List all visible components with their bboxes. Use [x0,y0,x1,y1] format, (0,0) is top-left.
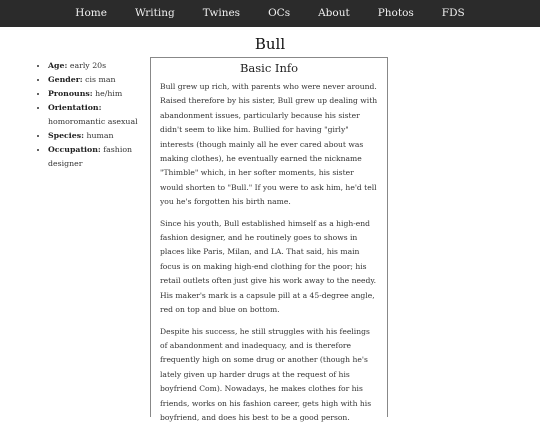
fact-orientation [48,101,154,129]
basic-info-paragraph: Bull grew up rich, with parents who were never around. Raised therefore by his sister, Bull grew up dealing with abandonment issues, particularly because his sister didn't seem to like him. Bullied for having "girly" interests (though mainly all he ever cared about was making clothes), he eventually earned the nickname "Thimble" which, in her softer moments, his sister would shorten to "Bull." If you were to ask him, he'd tell you he's forgotten his birth name. [160,80,379,210]
page-title: Bull [0,35,540,53]
character-facts-list [34,59,154,171]
fact-label: Orientation: [48,103,101,112]
basic-info-paragraph: Since his youth, Bull established himself as a high-end fashion designer, and he routinely goes to shows in places like Paris, Milan, and LA. That said, his main focus is on making high-end clothing for the poor; his retail outlets often just give his work away to the needy. His maker's mark is a capsule pill at a 45-degree angle, red on top and blue on bottom. [160,217,379,318]
fact-label: Pronouns: [48,89,93,98]
nav-writing[interactable]: Writing [121,0,189,27]
nav-home[interactable]: Home [61,0,121,27]
nav-about[interactable]: About [304,0,364,27]
fact-pronouns [48,87,154,101]
fact-species [48,129,154,143]
fact-label: Species: [48,131,84,140]
fact-label: Gender: [48,75,83,84]
basic-info-paragraph: Despite his success, he still struggles with his feelings of abandonment and inadequacy, and is therefore frequently high on some drug or another (though he's lately given up harder drugs at the request of his boyfriend Com). Nowadays, he makes clothes for his friends, works on his fashion career, gets high with his boyfriend, and does his best to be a good person. [160,325,379,425]
fact-label: Age: [48,61,67,70]
fact-occupation [48,143,154,171]
basic-info-title: Basic Info [151,60,387,76]
fact-gender [48,73,154,87]
fact-value: fashion designer [48,145,132,168]
fact-value: cis man [85,75,115,84]
basic-info-body [151,76,387,425]
nav-photos[interactable]: Photos [364,0,428,27]
fact-age [48,59,154,73]
fact-value: early 20s [70,61,106,70]
fact-value: he/him [95,89,122,98]
nav-ocs[interactable]: OCs [254,0,304,27]
nav-fds[interactable]: FDS [428,0,479,27]
fact-value: human [86,131,113,140]
nav-twines[interactable]: Twines [189,0,254,27]
fact-label: Occupation: [48,145,101,154]
top-nav [0,0,540,27]
fact-value: homoromantic asexual [48,117,138,126]
basic-info-panel [150,57,388,417]
